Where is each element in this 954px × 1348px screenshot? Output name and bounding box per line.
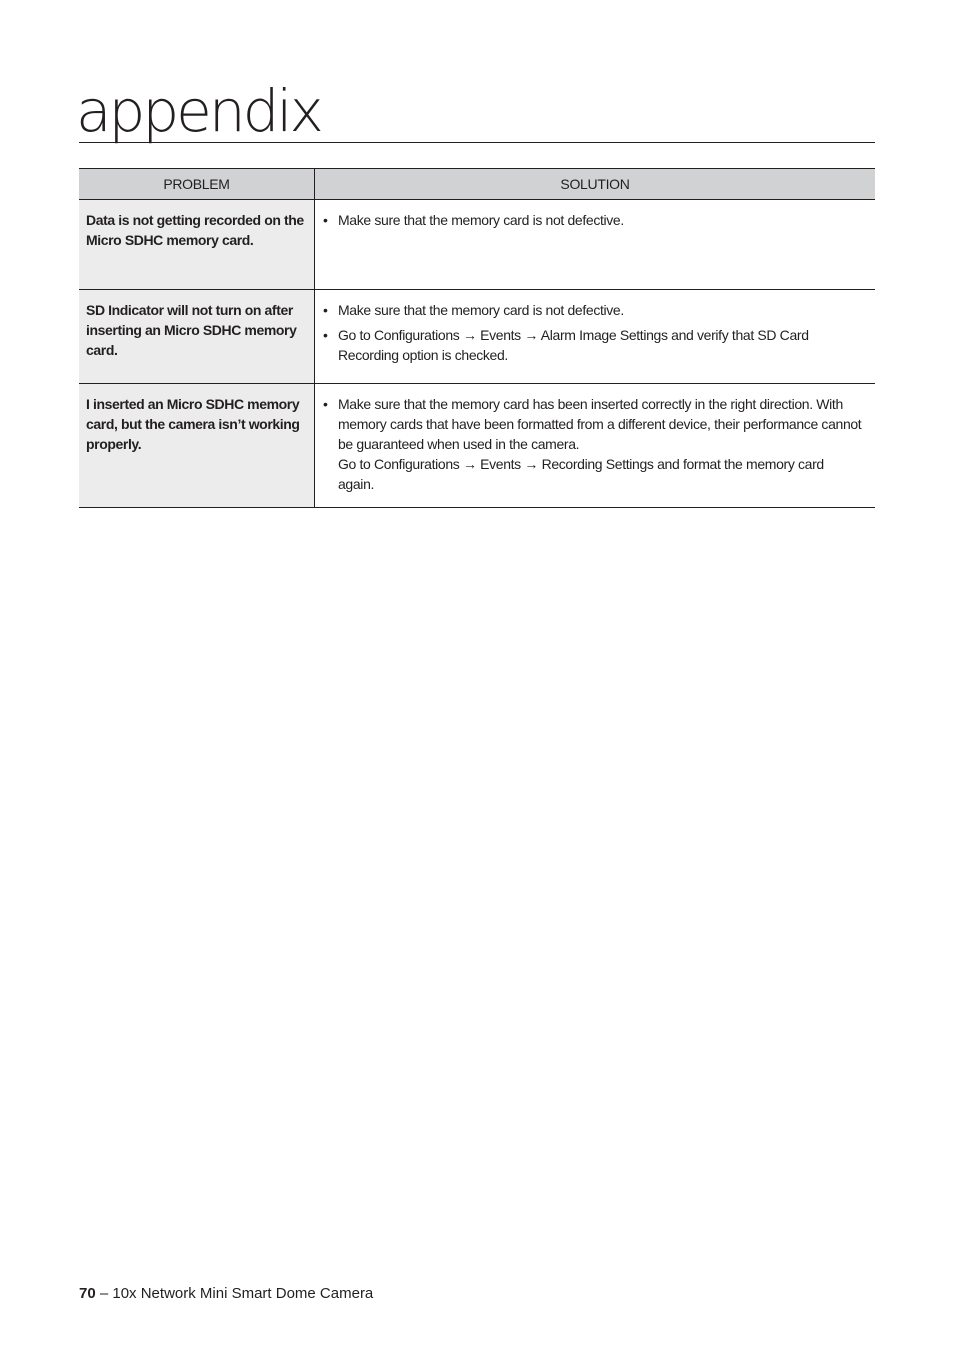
table-row (79, 290, 875, 384)
solution-text: Go to Configurations → Events → Alarm Image Settings and verify that SD Card Recording option is checked. (338, 327, 809, 363)
solution-cell (315, 384, 876, 508)
solution-item (323, 394, 863, 494)
problem-cell: SD Indicator will not turn on after inserting an Micro SDHC memory card. (79, 290, 315, 384)
bullet-icon: • (323, 212, 328, 228)
bullet-icon: • (323, 396, 328, 412)
bullet-icon: • (323, 327, 328, 343)
page-number: 70 (79, 1285, 96, 1302)
solution-continuation-text: Go to Configurations → Events → Recording Settings and format the memory card again. (338, 456, 824, 492)
solution-list (323, 394, 863, 494)
table-header-row (79, 169, 875, 200)
footer-separator: – (95, 1285, 113, 1302)
problem-cell: I inserted an Micro SDHC memory card, but the camera isn’t working properly. (79, 384, 315, 508)
solution-cell (315, 200, 876, 290)
solution-cell (315, 290, 876, 384)
solution-text: Make sure that the memory card is not defective. (338, 212, 624, 228)
solution-item (323, 325, 863, 365)
solution-item (323, 300, 863, 320)
column-header-solution: SOLUTION (315, 169, 876, 200)
solution-list (323, 300, 863, 365)
table-row (79, 200, 875, 290)
solution-text: Make sure that the memory card has been inserted correctly in the right direction. With memory cards that have been formatted from a different device, their performance cannot be guaranteed when used in the camera. (338, 396, 862, 452)
solution-list (323, 210, 863, 230)
page-title: appendix (76, 77, 321, 145)
page-footer (79, 1284, 373, 1304)
solution-text: Make sure that the memory card is not defective. (338, 302, 624, 318)
troubleshooting-table (79, 168, 875, 508)
problem-cell: Data is not getting recorded on the Micro SDHC memory card. (79, 200, 315, 290)
column-header-problem: PROBLEM (79, 169, 315, 200)
solution-item (323, 210, 863, 230)
footer-doc-title: 10x Network Mini Smart Dome Camera (112, 1285, 374, 1302)
table-row (79, 384, 875, 508)
page-header (76, 77, 875, 145)
bullet-icon: • (323, 302, 328, 318)
